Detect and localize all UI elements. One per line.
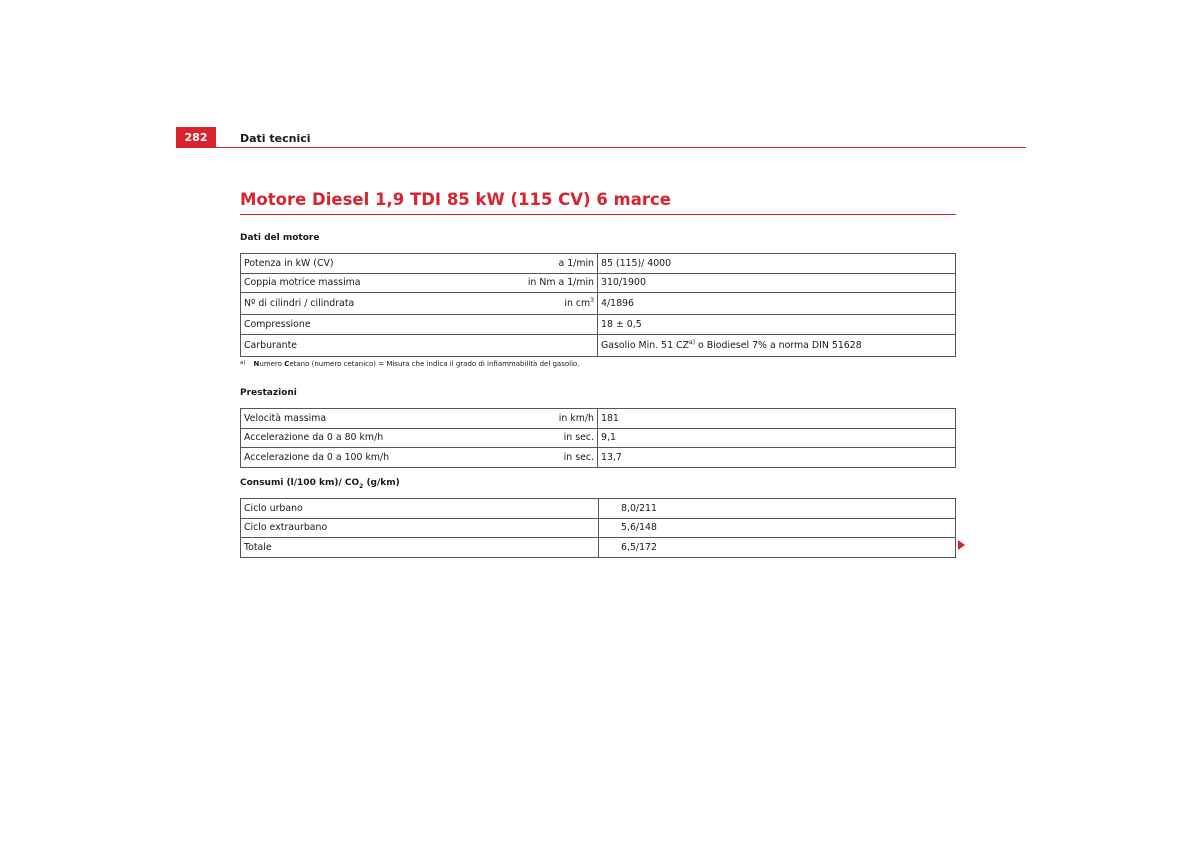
footnote-ref: a)	[689, 338, 696, 346]
row-label: Accelerazione da 0 a 100 km/h	[241, 448, 461, 468]
row-label: Accelerazione da 0 a 80 km/h	[241, 428, 461, 448]
row-value: 181	[598, 409, 956, 429]
performance-table	[240, 408, 956, 468]
table-row	[241, 254, 956, 274]
row-value: 13,7	[598, 448, 956, 468]
row-label: Carburante	[241, 334, 461, 356]
row-value: 18 ± 0,5	[598, 315, 956, 335]
header-rule	[216, 147, 1026, 148]
table-row	[241, 499, 956, 519]
value-text-continued: o Biodiesel 7% a norma DIN 51628	[695, 339, 862, 351]
consumption-heading	[240, 478, 400, 488]
unit-text: in cm	[564, 298, 591, 309]
row-unit: in km/h	[461, 409, 598, 429]
row-label: Totale	[241, 538, 599, 558]
value-text: Gasolio Min. 51 CZ	[601, 339, 690, 351]
row-label: Potenza in kW (CV)	[241, 254, 461, 274]
row-value: 6,5/172	[599, 538, 956, 558]
table-row	[241, 428, 956, 448]
row-label: Coppia motrice massima	[241, 273, 461, 293]
row-value: 5,6/148	[599, 518, 956, 538]
table-row	[241, 538, 956, 558]
consumption-table	[240, 498, 956, 558]
row-value: 85 (115)/ 4000	[598, 254, 956, 274]
row-unit	[461, 315, 598, 335]
row-unit	[461, 334, 598, 356]
heading-text-continued: (g/km)	[363, 478, 400, 488]
footnote-text-1: umero	[259, 360, 285, 368]
row-value: 9,1	[598, 428, 956, 448]
table-row	[241, 448, 956, 468]
footnote-bold-c: C	[284, 360, 290, 368]
row-label: Compressione	[241, 315, 461, 335]
footnote-mark: a)	[240, 360, 246, 366]
row-unit: a 1/min	[461, 254, 598, 274]
row-unit	[461, 293, 598, 315]
unit-superscript: 3	[590, 296, 594, 304]
table-row	[241, 273, 956, 293]
row-value: 8,0/211	[599, 499, 956, 519]
row-value: 4/1896	[598, 293, 956, 315]
footnote-bold-n: N	[253, 360, 260, 368]
row-unit: in sec.	[461, 448, 598, 468]
table-row	[241, 409, 956, 429]
engine-table	[240, 253, 956, 357]
continue-arrow-icon	[958, 540, 965, 550]
page-title: Motore Diesel 1,9 TDI 85 kW (115 CV) 6 marce	[240, 190, 671, 209]
engine-heading: Dati del motore	[240, 233, 320, 243]
table-row	[241, 518, 956, 538]
table-row	[241, 334, 956, 356]
row-unit: in sec.	[461, 428, 598, 448]
heading-subscript: 2	[359, 482, 364, 490]
row-value: 310/1900	[598, 273, 956, 293]
row-label: Nº di cilindri / cilindrata	[241, 293, 461, 315]
table-row	[241, 315, 956, 335]
title-rule	[240, 214, 956, 215]
footnote	[240, 360, 579, 368]
table-row	[241, 293, 956, 315]
row-unit: in Nm a 1/min	[461, 273, 598, 293]
heading-text: Consumi (l/100 km)/ CO	[240, 478, 360, 488]
performance-heading: Prestazioni	[240, 388, 297, 398]
footnote-text-2: etano (numero cetanico) = Misura che indica il grado di infiammabilità del gasolio.	[289, 360, 580, 368]
row-label: Ciclo urbano	[241, 499, 599, 519]
section-header: Dati tecnici	[240, 132, 311, 145]
row-label: Ciclo extraurbano	[241, 518, 599, 538]
row-label: Velocità massima	[241, 409, 461, 429]
page-number: 282	[176, 127, 216, 148]
row-value	[598, 334, 956, 356]
